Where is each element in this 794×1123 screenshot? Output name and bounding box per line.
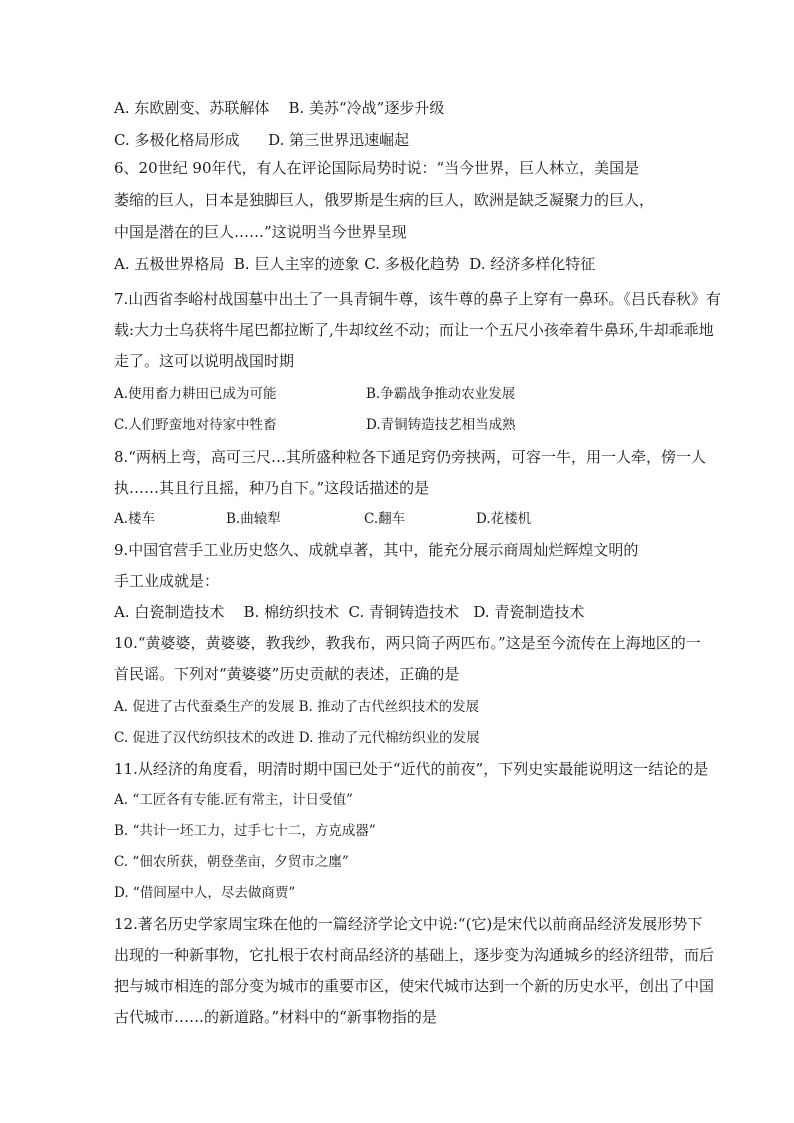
option-item: D.花楼机 xyxy=(476,511,532,527)
option-left: A.使用畜力耕田已成为可能 xyxy=(114,386,277,402)
text-line: 手工业成就是： xyxy=(114,572,220,590)
text-line: 9.中国官营手工业历史悠久、成就卓著，其中，能充分展示商周灿烂辉煌文明的 xyxy=(114,541,639,559)
text-line: 8.“两柄上弯，高可三尺…其所盛种粒各下通足窍仍旁挟两，可容一牛，用一人牵，傍一人 xyxy=(114,448,706,466)
text-line: A. “工匠各有专能.匠有常主，计日受值” xyxy=(114,792,353,808)
text-line: A. 五极世界格局 B. 巨人主宰的迹象 C. 多极化趋势 D. 经济多样化特征 xyxy=(114,255,596,273)
text-line: 11.从经济的角度看，明清时期中国已处于“近代的前夜”，下列史实最能说明这一结论的是 xyxy=(114,760,709,778)
text-line: C. 多极化格局形成 D. 第三世界迅速崛起 xyxy=(114,131,410,149)
text-line: C. 促进了汉代纺织技术的改进 D. 推动了元代棉纺织业的发展 xyxy=(114,730,480,746)
text-line: 古代城市……的新道路。”材料中的“新事物指的是 xyxy=(114,1008,437,1026)
option-right: D.青铜铸造技艺相当成熟 xyxy=(366,417,516,433)
text-line: 出现的一种新事物，它扎根于农村商品经济的基础上，逐步变为沟通城乡的经济纽带，而后 xyxy=(114,946,715,964)
text-line: 走了。这可以说明战国时期 xyxy=(114,352,295,370)
text-line: 10.“黄婆婆，黄婆婆，教我纱，教我布，两只筒子两匹布。”这是至今流传在上海地区的一 xyxy=(114,634,701,652)
text-line: B. “共计一坯工力，过手七十二，方克成器” xyxy=(114,823,376,839)
text-line: 7.山西省李峪村战国墓中出土了一具青铜牛尊，该牛尊的鼻子上穿有一鼻环。《吕氏春秋》有 xyxy=(114,290,721,308)
text-line: D. “借闾屋中人，尽去做商贾” xyxy=(114,885,296,901)
text-line: A. 东欧剧变、苏联解体 B. 美苏“冷战”逐步升级 xyxy=(114,99,445,117)
text-line: 6、20世纪 90年代，有人在评论国际局势时说：“当今世界，巨人林立，美国是 xyxy=(114,159,640,177)
option-item: B.曲辕犁 xyxy=(226,511,281,527)
text-line: 执……其且行且摇，种乃自下。”这段话描述的是 xyxy=(114,479,430,497)
text-line: A. 白瓷制造技术 B. 棉纺织技术 C. 青铜铸造技术 D. 青瓷制造技术 xyxy=(114,603,585,621)
option-right: B.争霸战争推动农业发展 xyxy=(366,386,516,402)
option-item: A.楼车 xyxy=(114,511,156,527)
text-line: 萎缩的巨人，日本是独脚巨人，俄罗斯是生病的巨人，欧洲是缺乏凝聚力的巨人， xyxy=(114,191,655,209)
text-line: 中国是潜在的巨人……”这说明当今世界呈现 xyxy=(114,223,407,241)
text-line: A. 促进了古代蚕桑生产的发展 B. 推动了古代丝织技术的发展 xyxy=(114,699,480,715)
text-line: 把与城市相连的部分变为城市的重要市区，使宋代城市达到一个新的历史水平，创出了中国 xyxy=(114,977,715,995)
text-line: 载:大力士乌获将牛尾巴都拉断了,牛却纹丝不动；而让一个五尺小孩牵着牛鼻环,牛却乖乖地 xyxy=(114,321,714,339)
text-line: 首民谣。下列对“黄婆婆”历史贡献的表述，正确的是 xyxy=(114,665,460,683)
text-line: C. “佃农所获，朝登垄亩，夕贸市之廛” xyxy=(114,854,349,870)
option-left: C.人们野蛮地对待家中牲畜 xyxy=(114,417,277,433)
text-line: 12.著名历史学家周宝珠在他的一篇经济学论文中说:“(它)是宋代以前商品经济发展形势下 xyxy=(114,915,703,933)
option-item: C.翻车 xyxy=(364,511,406,527)
